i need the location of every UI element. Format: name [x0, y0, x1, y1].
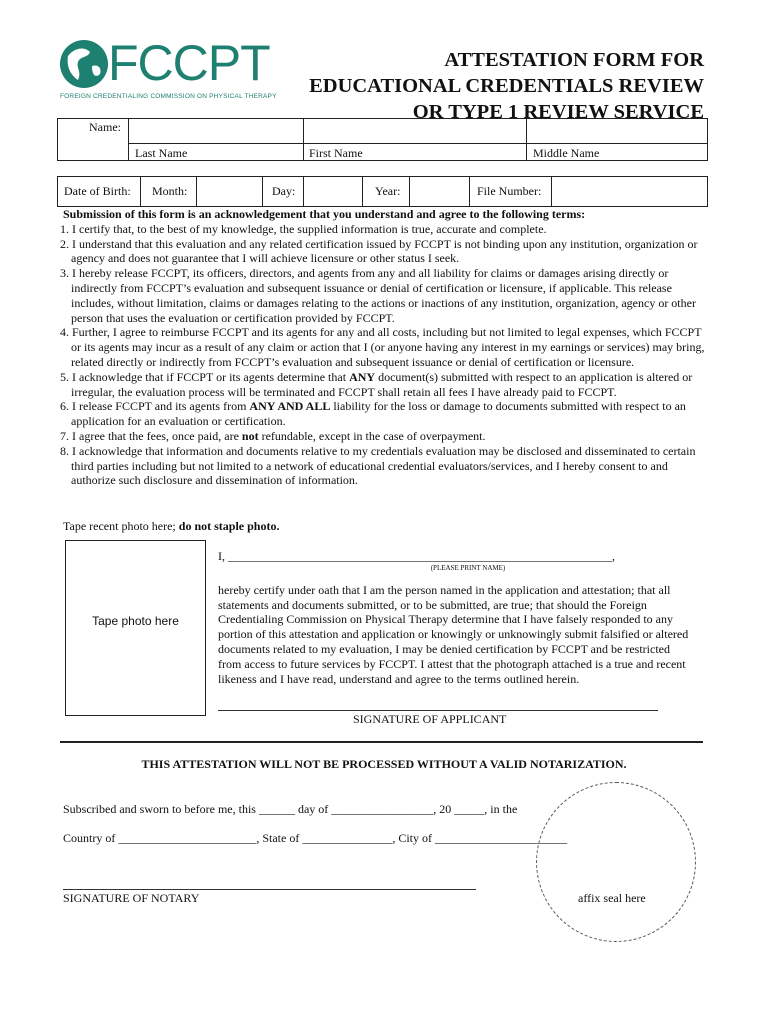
year-field[interactable]	[409, 176, 470, 207]
logo-letters: FCCPT	[108, 35, 270, 91]
applicant-signature-line[interactable]	[218, 710, 658, 711]
term-1: 1. I certify that, to the best of my knowledge, the supplied information is true, accurate and complete.	[60, 221, 547, 236]
name-label: Name:	[89, 120, 121, 134]
logo-subtitle: FOREIGN CREDENTIALING COMMISSION ON PHYSICAL THERAPY	[60, 93, 277, 100]
sworn-line[interactable]: Subscribed and sworn to before me, this ______ day of _________________, 20 _____, in the	[63, 802, 518, 816]
file-number-field[interactable]	[551, 176, 708, 207]
dob-label: Date of Birth:	[64, 184, 131, 198]
section-divider	[60, 741, 703, 743]
term-7-c: refundable, except in the case of overpayment.	[258, 428, 486, 443]
term-5-a: 5. I acknowledge that if FCCPT or its agents determine that	[60, 369, 350, 384]
term-6	[60, 399, 710, 429]
day-field[interactable]	[303, 176, 363, 207]
year-label-cell	[362, 176, 410, 207]
term-3: 3. I hereby release FCCPT, its officers, directors, and agents from any and all liability for claims or damages arising directly or indirectly from FCCPT’s evaluation and subsequent issuance or denial of certification or licensure, if applicable. This release includes, without limitation, claims or damages relating to the actions or inactions of any institution, organization, agency or other person that uses the evaluation or certification provided by FCCPT.	[60, 266, 696, 325]
file-label-cell	[469, 176, 552, 207]
photo-instruction-a: Tape recent photo here;	[63, 519, 179, 533]
term-8: 8. I acknowledge that information and documents relative to my credentials evaluation may be disclosed and disseminated to certain third parties including but not limited to a network of educational credential evaluators/services, and I hereby consent to and authorize such disclosure and dissemination of information.	[60, 443, 696, 488]
location-line[interactable]: Country of _______________________, State of _______________, City of ______________________	[63, 831, 567, 845]
globe-icon	[58, 38, 110, 90]
photo-box[interactable]	[65, 540, 206, 716]
notary-seal-circle	[536, 782, 696, 942]
print-name-line	[218, 549, 698, 564]
notary-signature-label: SIGNATURE OF NOTARY	[63, 891, 200, 905]
terms-section	[60, 207, 710, 488]
term-5-b: ANY	[349, 369, 376, 384]
day-label-cell	[262, 176, 304, 207]
month-label-cell	[140, 176, 197, 207]
middle-name-caption-cell	[526, 143, 708, 161]
middle-name-field[interactable]	[526, 118, 708, 144]
fccpt-logo	[58, 35, 277, 102]
term-5	[60, 370, 710, 400]
photo-box-label: Tape photo here	[92, 614, 179, 628]
affix-seal-label: affix seal here	[578, 891, 646, 905]
name-label-cell	[57, 118, 129, 161]
print-name-field[interactable]: ________________________________________________________________,	[228, 549, 615, 563]
term-6-a: 6. I release FCCPT and its agents from	[60, 399, 250, 414]
print-name-caption: (PLEASE PRINT NAME)	[430, 563, 506, 572]
photo-instruction	[63, 519, 279, 534]
month-label: Month:	[152, 184, 188, 198]
notarization-warning: THIS ATTESTATION WILL NOT BE PROCESSED WITHOUT A VALID NOTARIZATION.	[141, 757, 627, 771]
last-name-caption-cell	[128, 143, 304, 161]
cert-i-prefix: I,	[218, 549, 228, 563]
certification-block	[218, 549, 698, 686]
term-7-a: 7. I agree that the fees, once paid, are	[60, 428, 242, 443]
dob-label-cell	[57, 176, 141, 207]
term-7-b: not	[241, 428, 259, 443]
first-name-caption: First Name	[309, 146, 363, 160]
term-4: 4. Further, I agree to reimburse FCCPT and its agents for any and all costs, including but not limited to legal expenses, which FCCPT or its agents may incur as a result of any claim or action that I (or anyone having any interest in my earnings or services) may bring, related directly or indirectly from FCCPT’s evaluation and subsequent issuance or denial of certification or licensure.	[60, 325, 705, 369]
title-line-3: OR TYPE 1 REVIEW SERVICE	[412, 101, 704, 123]
terms-heading: Submission of this form is an acknowledgement that you understand and agree to the following terms:	[63, 207, 586, 221]
last-name-field[interactable]	[128, 118, 304, 144]
first-name-field[interactable]	[303, 118, 527, 144]
title-line-2: EDUCATIONAL CREDENTIALS REVIEW	[309, 75, 704, 97]
applicant-signature-label: SIGNATURE OF APPLICANT	[353, 712, 507, 726]
last-name-caption: Last Name	[135, 146, 188, 160]
term-6-b: ANY AND ALL	[249, 399, 331, 414]
photo-instruction-b: do not staple photo.	[178, 519, 280, 533]
month-field[interactable]	[196, 176, 263, 207]
certification-text: hereby certify under oath that I am the person named in the application and attestation; that all statements and documents submitted, or to be submitted, are true; that should the Foreign Credentialing Commission on Physical Therapy determine that I have falsely responded to any portion of this attestation and application or knowingly or unknowingly submit falsified or altered documents related to my evaluation, I may be denied certification by FCCPT and be restricted from access to future services by FCCPT. I attest that the photograph attached is a true and recent likeness and I have read, understand and agree to the terms outlined herein.	[218, 582, 689, 686]
day-label: Day:	[272, 184, 296, 198]
file-number-label: File Number:	[477, 184, 542, 198]
first-name-caption-cell	[303, 143, 527, 161]
term-6-c: liability for the loss or damage to documents submitted with respect to an application for an evaluation or certification.	[71, 399, 686, 429]
page-title	[264, 47, 704, 125]
year-label: Year:	[375, 184, 401, 198]
middle-name-caption: Middle Name	[533, 146, 600, 160]
term-7	[60, 429, 710, 444]
term-2: 2. I understand that this evaluation and any related certification issued by FCCPT is not binding upon any institution, organization or agency and does not guarantee that I will achieve licensure or other status I seek.	[60, 236, 698, 266]
title-line-1: ATTESTATION FORM FOR	[444, 49, 704, 71]
notary-signature-line[interactable]	[63, 889, 476, 890]
term-5-c: document(s) submitted with respect to an application is altered or irregular, the evaluation process will be terminated and FCCPT shall retain all fees I have already paid to FCCPT.	[71, 369, 693, 399]
